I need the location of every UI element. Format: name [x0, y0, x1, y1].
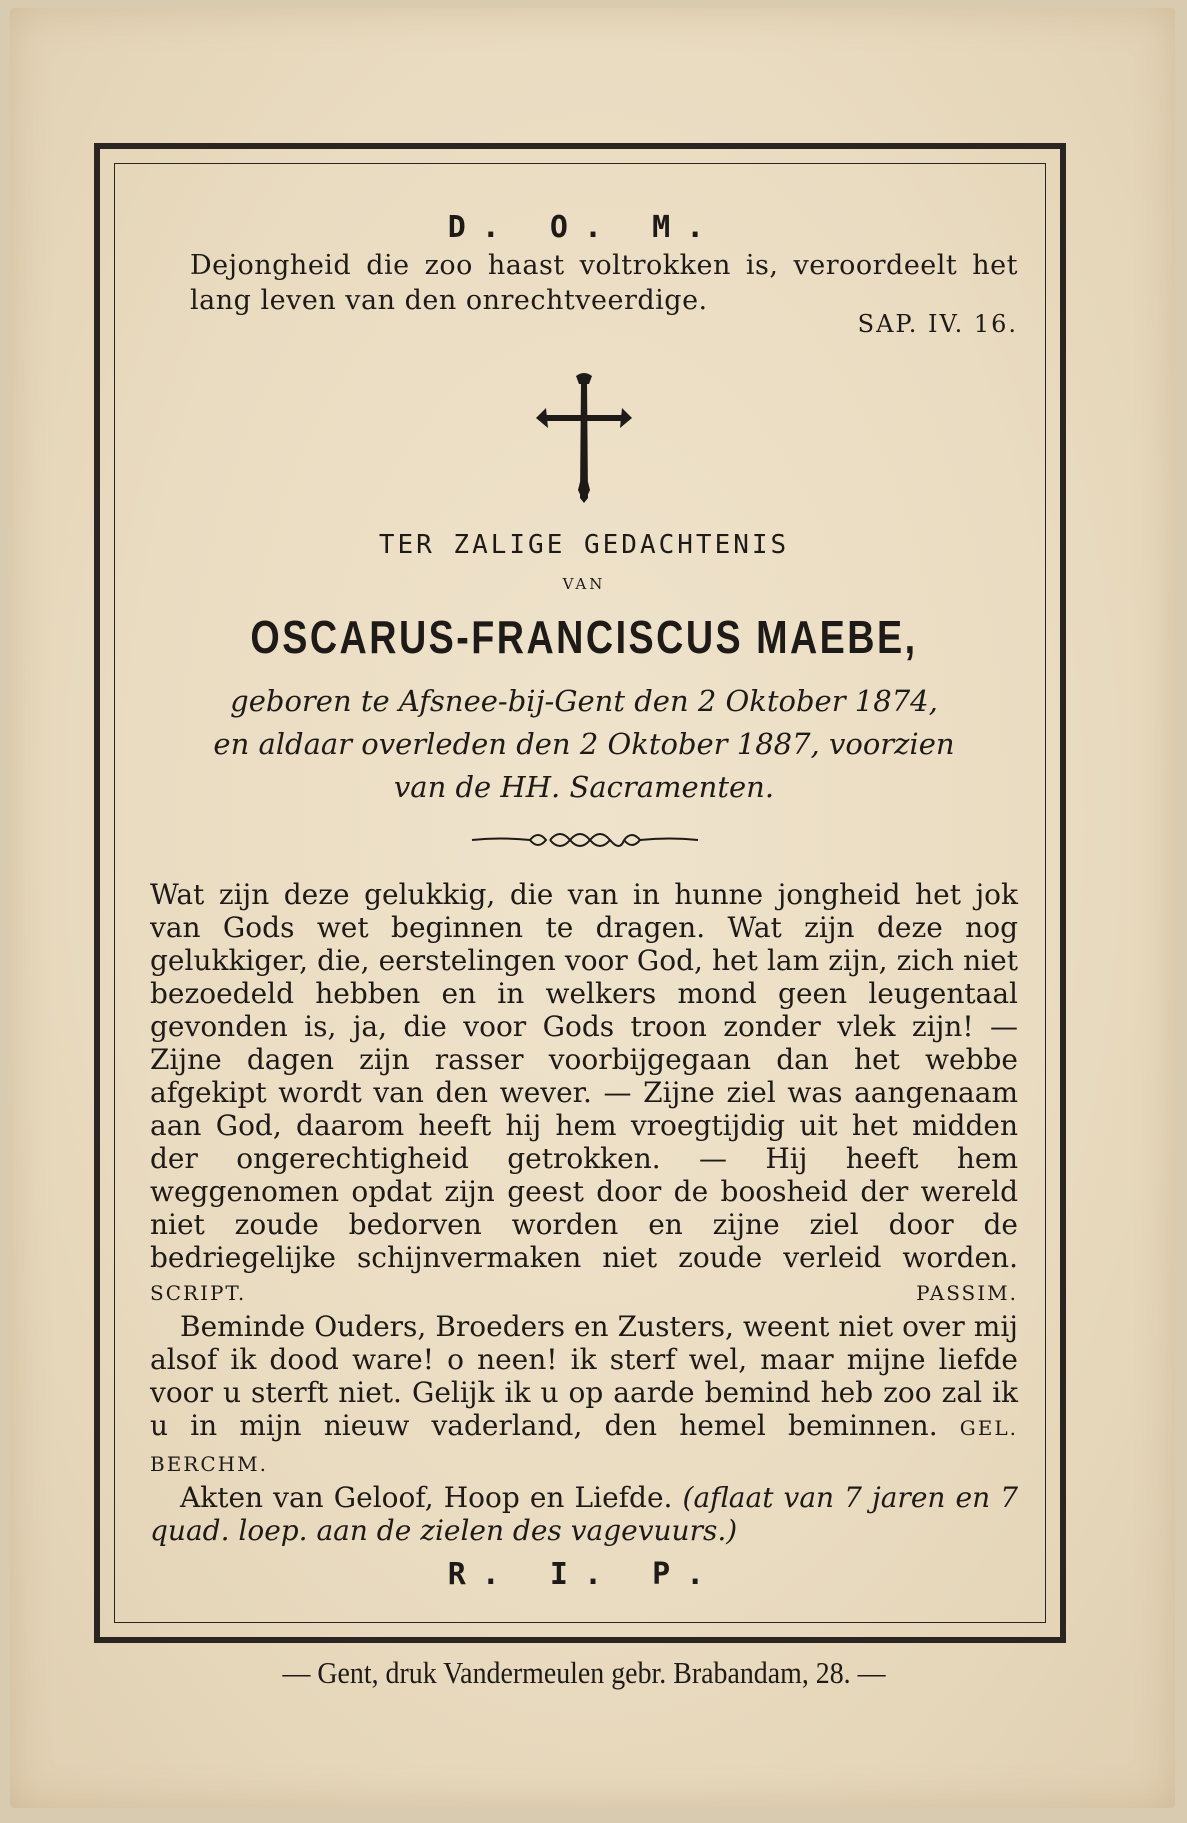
berchmans-reference: GEL. BERCHM.: [150, 1416, 1018, 1476]
dom-heading: D. O. M.: [447, 210, 721, 245]
memorial-heading: TER ZALIGE GEDACHTENIS: [378, 530, 790, 560]
bio-line: en aldaar overleden den 2 Oktober 1887, voorzien: [213, 727, 955, 761]
divider-ornament-icon: [470, 825, 700, 855]
scripture-reference: SCRIPT. PASSIM.: [150, 1281, 1018, 1305]
body-paragraph: Beminde Ouders, Broeders en Zusters, weent niet over mij alsof ik dood ware! o neen! ik sterf wel, maar mijne liefde voor u sterft niet. Gelijk ik u op aarde bemind heb zoo zal ik u in mijn nieuw vaderland, den hemel beminnen. GEL. BERCHM.: [150, 1310, 1018, 1476]
deceased-name: OSCARUS-FRANCISCUS MAEBE,: [250, 611, 918, 663]
biography: [150, 680, 1018, 809]
body-text: [150, 878, 1018, 1547]
body-paragraph: Akten van Geloof, Hoop en Liefde. (aflaat van 7 jaren en 7 quad. loep. aan de zielen des vagevuurs.): [150, 1481, 1019, 1547]
body-paragraph: Wat zijn deze gelukkig, die van in hunne jongheid het jok van Gods wet beginnen te dragen. Wat zijn deze nog gelukkiger, die, eerstelingen voor God, het lam zijn, zich niet bezoedeld hebben en in welkers mond geen leugentaal gevonden is, ja, die voor Gods troon zonder vlek zijn! — Zijne dagen zijn rasser voorbijgegaan dan het webbe afgekipt wordt van den wever. — Zijne ziel was aangenaam aan God, daarom heeft hij hem vroegtijdig uit het midden der ongerechtigheid getrokken. — Hij heeft hem weggenomen opdat zijn geest door de boosheid der wereld niet zoude bedorven worden en zijne ziel door de bedriegelijke schijnvermaken niet zoude verleid worden. SCRIPT. PASSIM.: [150, 878, 1018, 1305]
printer-imprint: — Gent, druk Vandermeulen gebr. Brabandam, 28. —: [282, 1655, 886, 1690]
bio-line: van de HH. Sacramenten.: [393, 770, 775, 804]
memorial-van: VAN: [562, 575, 606, 593]
cross-icon: [534, 370, 634, 505]
rip-footer: R. I. P.: [447, 1557, 721, 1592]
indulgence-note: (aflaat van 7 jaren en 7 quad. loep. aan de zielen des vagevuurs.): [150, 1481, 1019, 1547]
epigraph: Dejongheid die zoo haast voltrokken is, veroordeelt het lang leven van den onrechtveerdige.: [190, 250, 1018, 316]
bio-line: geboren te Afsnee-bij-Gent den 2 Oktober 1874,: [230, 684, 938, 718]
epigraph-reference: SAP. IV. 16.: [857, 310, 1018, 338]
